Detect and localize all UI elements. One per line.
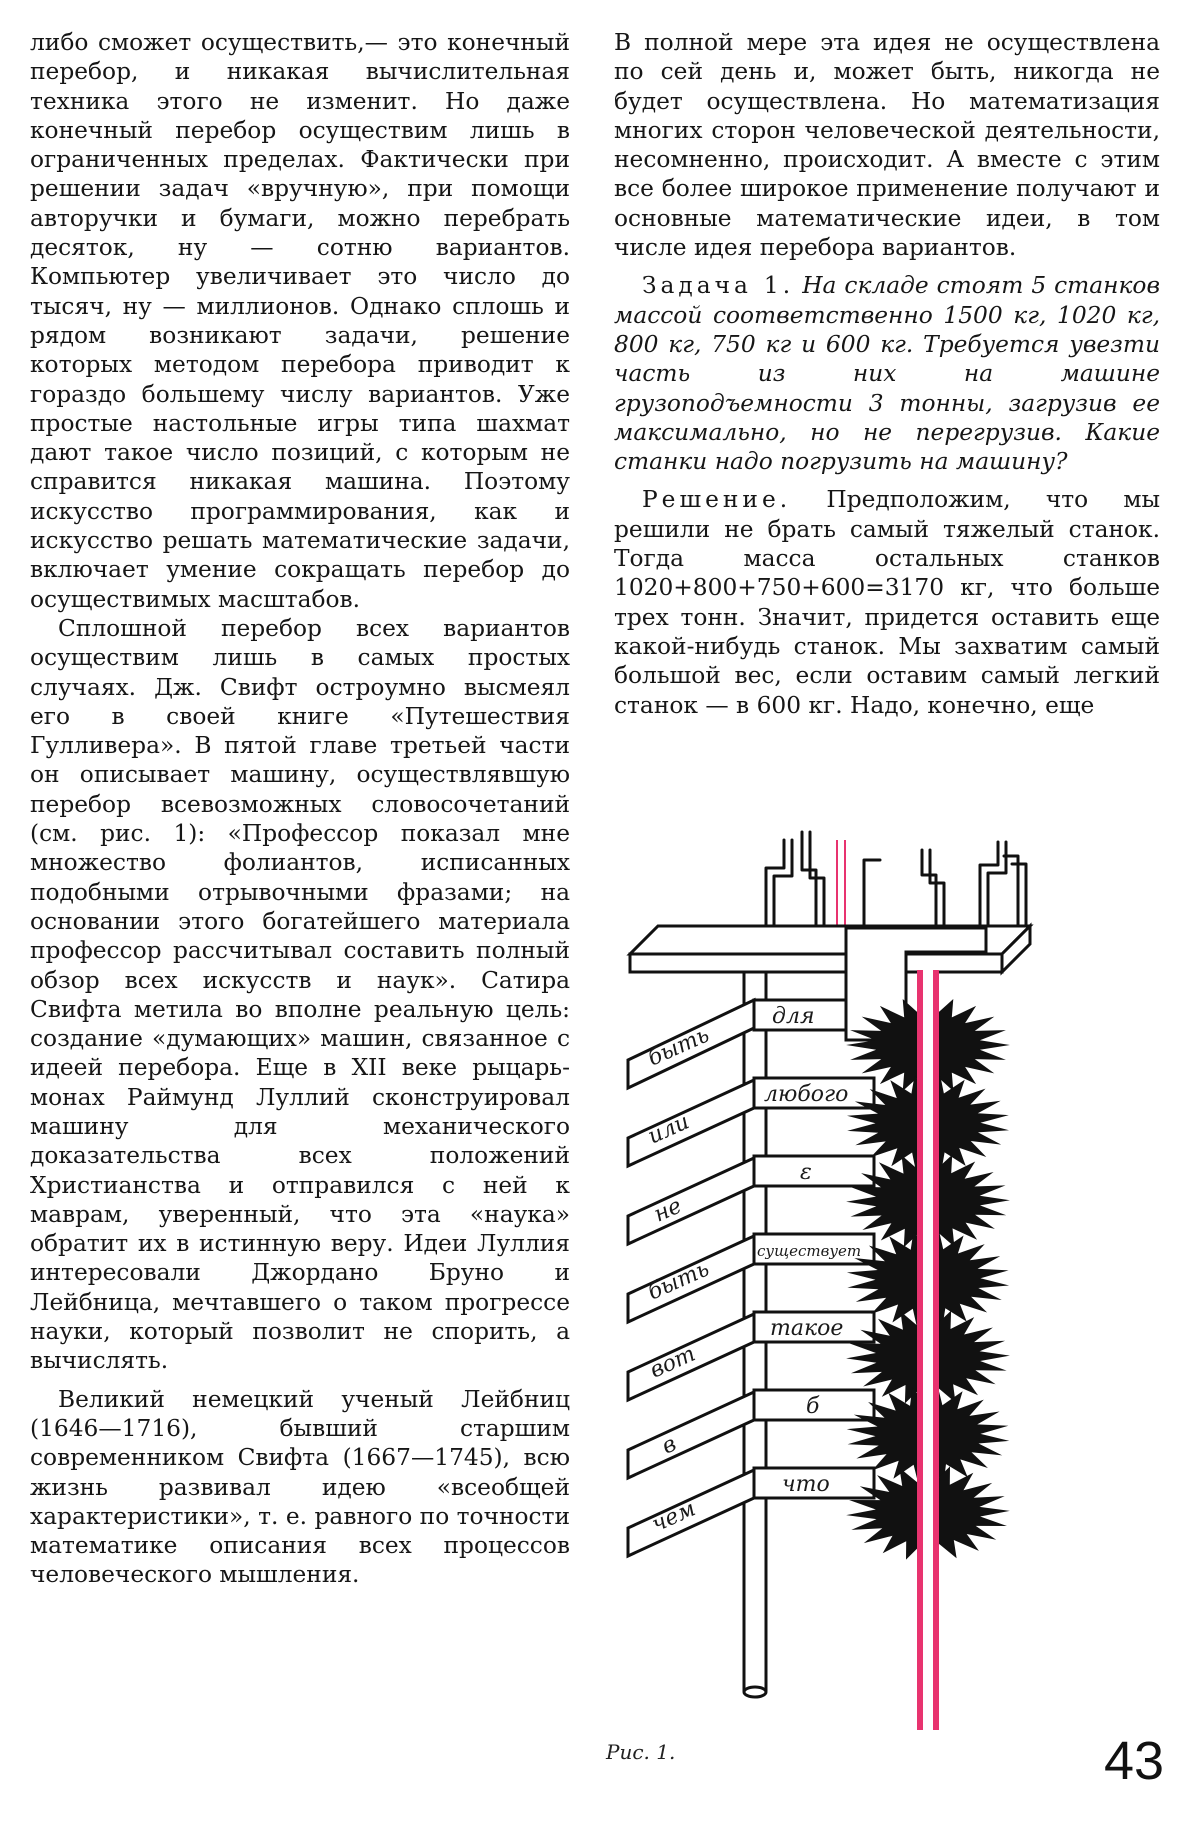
word-right-6: б (806, 1394, 820, 1419)
solution-label: Решение. (642, 486, 792, 514)
handle-accent (836, 840, 846, 930)
left-paragraph-1: либо сможет осуществить,— это конечный перебор, и никакая вычислительная техника этого не изменит. Но даже конечный перебор осуществим лишь в ограниченных пределах. Фактически при решении задач «вручную», при помощи авторучки и бумаги, можно перебрать десяток, ну — сотню вариантов. Компьютер увеличивает это число до тысяч, ну — миллионов. Однако сплошь и рядом возникают задачи, решение которых методом перебора приводит к гораздо большему числу вариантов. Уже простые настольные игры типа шахмат дают такое число позиций, с которым не справится никакая машина. Поэтому искусство программирования, как и искусство решать математические задачи, включает умение сокращать перебор до осуществимых масштабов. (30, 29, 570, 613)
word-left-4: быть (644, 1256, 714, 1306)
solution-text: Предположим, что мы решили не брать самый тяжелый станок. Тогда масса остальных станков 1020+800+750+600=3170 кг, что больше трех тонн. Значит, придется оставить еще какой-нибудь станок. Мы захватим самый большой вес, если оставим самый легкий станок — в 600 кг. Надо, конечно, еще (614, 486, 1161, 719)
word-right-5: такое (770, 1316, 844, 1341)
word-right-7: что (782, 1472, 830, 1497)
right-column (614, 28, 1160, 720)
word-right-4: существует (757, 1242, 862, 1260)
figure-swift-machine (606, 820, 1166, 1790)
word-left-7: чем (648, 1496, 700, 1538)
word-left-2: или (644, 1109, 694, 1150)
figure-caption: Рис. 1. (606, 1740, 676, 1764)
word-left-3: не (650, 1193, 686, 1228)
problem-label: Задача 1. (642, 272, 795, 300)
left-paragraph-2: Сплошной перебор всех вариантов осуществим лишь в самых простых случаях. Дж. Свифт остроумно высмеял его в своей книге «Путешествия Гулливера». В пятой главе третьей части он описывает машину, осуществлявшую перебор всевозможных словосочетаний (см. рис. 1): «Профессор показал мне множество фолиантов, исписанных подобными отрывочными фразами; на основании этого богатейшего материала профессор рассчитывал составить полный обзор всех искусств и наук». Сатира Свифта метила во вполне реальную цель: создание «думающих» машин, связанное с идеей перебора. Еще в XII веке рыцарь-монах Раймунд Луллий сконструировал машину для механического доказательства всех положений Христианства и отправился с ней к маврам, уверенный, что эта «наука» обратит их в истинную веру. Идеи Луллия интересовали Джордано Бруно и Лейбница, мечтавшего о таком прогрессе науки, который позволит не спорить, а вычислять. (30, 614, 570, 1375)
page-number: 43 (1104, 1731, 1165, 1791)
left-paragraph-3: Великий немецкий ученый Лейбниц (1646—1716), бывший старшим современником Свифта (1667—1745), всю жизнь развивал идею «всеобщей характеристики», т. е. равного по точности математике описания всех процессов человеческого мышления. (30, 1385, 570, 1589)
top-handles (766, 832, 1026, 928)
word-right-1: для (772, 1004, 815, 1029)
word-left-1: быть (644, 1022, 714, 1072)
word-left-5: вот (646, 1341, 700, 1384)
word-left-6: в (658, 1431, 681, 1460)
word-right-2: любого (764, 1082, 849, 1107)
right-paragraph-1: В полной мере эта идея не осуществлена по сей день и, может быть, никогда не будет осуществлена. Но математизация многих сторон человеческой деятельности, несомненно, происходит. А вместе с этим все более широкое применение получают и основные математические идеи, в том числе идея перебора вариантов. (614, 29, 1160, 262)
problem-paragraph (614, 271, 1160, 476)
solution-paragraph (614, 485, 1160, 719)
word-right-3: ε (800, 1160, 812, 1185)
swift-machine-illustration (606, 820, 1166, 1730)
pink-spindle (917, 970, 939, 1730)
left-shaft-end (744, 1687, 766, 1697)
problem-text: На складе стоят 5 станков массой соответственно 1500 кг, 1020 кг, 800 кг, 750 кг и 600 кг. Требуется увезти часть из них на машине грузоподъемности 3 тонны, загрузив ее максимально, но не перегрузив. Какие станки надо погрузить на машину? (614, 272, 1161, 476)
left-column (30, 28, 570, 1590)
